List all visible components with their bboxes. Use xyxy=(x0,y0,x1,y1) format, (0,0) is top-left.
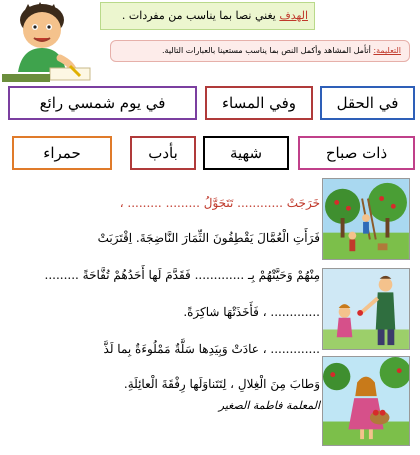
word-label: في يوم شمسي رائع xyxy=(39,94,166,112)
man-gives-apple-picture xyxy=(322,268,410,350)
word-box-bi-adab xyxy=(130,136,196,170)
text-line-1 xyxy=(120,196,320,210)
boy-writing-illustration xyxy=(2,2,94,82)
text-line-5 xyxy=(104,342,320,356)
orchard-workers-picture xyxy=(322,178,410,260)
text-line-3 xyxy=(45,268,321,282)
text-line-4-content: ............. ، فَأَخَذَتْهَا شاكِرَةً. xyxy=(183,305,320,319)
text-line-4 xyxy=(183,305,320,319)
text-line-2 xyxy=(98,231,320,245)
instruction-box xyxy=(110,40,410,62)
word-box-fil-hagl xyxy=(320,86,415,120)
word-label: شهية xyxy=(229,144,263,162)
word-box-fi-yawm-shamsi xyxy=(8,86,197,120)
word-box-shahiya xyxy=(203,136,289,170)
teacher-signature: المعلمة فاطمة الصغير xyxy=(218,399,320,412)
word-box-dhat-sabah xyxy=(298,136,415,170)
word-label: بأدب xyxy=(148,144,178,162)
word-label: في الحقل xyxy=(336,94,399,112)
word-label: ذات صباح xyxy=(325,144,388,162)
goal-label: الهدف xyxy=(279,9,308,22)
text-line-1-content: خَرَجَتْ ............ تَتَجَوَّلُ ......... xyxy=(165,196,320,210)
text-line-6 xyxy=(124,377,320,391)
text-line-1-dots: ......... ، xyxy=(119,196,162,210)
goal-text: يغني نصا بما يناسب من مفردات . xyxy=(121,9,276,22)
text-line-6-content: وَطابَ مِنَ الْغِلالِ ، لِتَتَناوَلَها رِفْقَةَ الْعائِلَةِ. xyxy=(123,377,320,391)
text-line-2-content: فَرَأَتِ الْعُمَّالَ يَقْطِفُونَ الثِّمَارَ النَّاضِجَةَ. اِقْتَرَبَتْ xyxy=(97,231,320,245)
text-line-3-content: مِنْهُمْ وَحَيَّتْهُمْ بِـ ............. فَقَدَّمَ لَها أَحَدُهُمْ تُفَّاحَةً ......... xyxy=(44,268,320,282)
word-box-wa-fil-masaa xyxy=(205,86,313,120)
instruction-label: التعليمة: xyxy=(373,46,401,55)
word-label: حمراء xyxy=(43,144,81,162)
instruction-text: أتأمل المشاهد وأكمل النص بما يناسب مستعينا بالعبارات التالية. xyxy=(162,46,371,55)
word-box-hamraa xyxy=(12,136,112,170)
girl-with-basket-picture xyxy=(322,356,410,446)
goal-box xyxy=(100,2,315,30)
word-label: وفي المساء xyxy=(221,94,297,112)
text-line-5-content: ............. ، عادَتْ وَبِيَدِها سَلَّةٌ مَمْلُوءَةٌ بِما لَذَّ xyxy=(103,342,320,356)
